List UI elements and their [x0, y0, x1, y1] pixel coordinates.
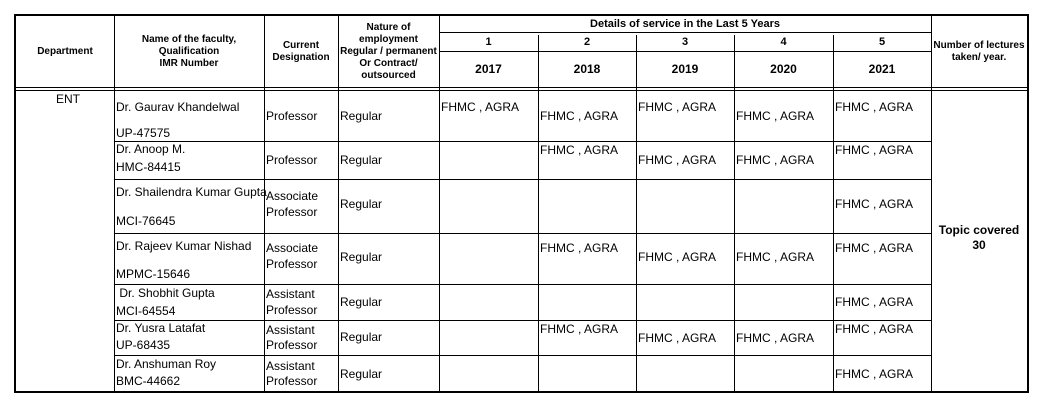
imr-number: MPMC-15646	[116, 267, 191, 281]
service-place: FHMC , AGRA	[540, 109, 619, 123]
service-index-header: 2	[583, 35, 591, 48]
designation: Professor	[266, 374, 318, 388]
designation: Professor	[266, 153, 318, 167]
faculty-name: Dr. Shailendra Kumar Gupta	[116, 185, 267, 199]
year-header: 2017	[475, 62, 502, 76]
service-place: FHMC , AGRA	[835, 143, 914, 157]
service-place: FHMC , AGRA	[638, 331, 717, 345]
lectures-header: Number of lectures taken/ year.	[933, 39, 1025, 63]
grid-line	[16, 87, 1027, 88]
service-index-header: 3	[681, 35, 689, 48]
service-place: FHMC , AGRA	[736, 153, 815, 167]
details-title: Details of service in the Last 5 Years	[590, 18, 780, 30]
grid-line	[16, 90, 1027, 91]
imr-number: UP-47575	[116, 126, 171, 140]
department-header: Department	[37, 45, 93, 57]
grid-line	[114, 284, 931, 285]
grid-line	[538, 35, 539, 391]
service-place: FHMC , AGRA	[638, 250, 717, 264]
faculty-name: Dr. Shobhit Gupta	[116, 286, 215, 300]
service-table	[14, 14, 1029, 393]
employment-nature: Regular	[340, 367, 383, 381]
designation: Assistant	[266, 287, 315, 301]
year-header: 2020	[770, 62, 797, 76]
designation: Professor	[266, 109, 318, 123]
topic-covered: Topic covered 30	[938, 223, 1020, 252]
service-place: FHMC , AGRA	[835, 197, 914, 211]
employment-nature: Regular	[340, 197, 383, 211]
designation: Assistant	[266, 323, 315, 337]
grid-line	[114, 233, 931, 234]
service-place: FHMC , AGRA	[736, 331, 815, 345]
service-index-header: 5	[878, 35, 886, 48]
designation: Assistant	[266, 359, 315, 373]
faculty-name: Dr. Anshuman Roy	[116, 357, 217, 371]
imr-number: MCI-76645	[116, 214, 176, 228]
employment-nature: Regular	[340, 295, 383, 309]
service-place: FHMC , AGRA	[835, 322, 914, 336]
faculty-name: Dr. Rajeev Kumar Nishad	[116, 239, 252, 253]
designation: Associate	[266, 189, 319, 203]
imr-number: HMC-84415	[116, 160, 181, 174]
nature-header: Nature of employment Regular / permanent Or Contract/ outsourced	[340, 21, 437, 81]
grid-line	[636, 35, 637, 391]
service-place: FHMC , AGRA	[835, 367, 914, 381]
faculty-name: Dr. Anoop M.	[116, 142, 186, 156]
designation: Professor	[266, 338, 318, 352]
service-place: FHMC , AGRA	[835, 295, 914, 309]
grid-line	[114, 355, 931, 356]
service-place: FHMC , AGRA	[540, 322, 619, 336]
imr-number: BMC-44662	[116, 374, 181, 388]
employment-nature: Regular	[340, 153, 383, 167]
service-place: FHMC , AGRA	[638, 100, 717, 114]
service-index-header: 1	[485, 35, 492, 48]
faculty-name: Dr. Yusra Latafat	[116, 321, 206, 335]
service-place: FHMC , AGRA	[736, 250, 815, 264]
employment-nature: Regular	[340, 109, 383, 123]
grid-line	[833, 35, 834, 391]
year-header: 2021	[868, 62, 896, 76]
employment-nature: Regular	[340, 330, 383, 344]
service-place: FHMC , AGRA	[835, 100, 914, 114]
designation: Professor	[266, 303, 318, 317]
year-header: 2018	[573, 62, 601, 76]
imr-number: MCI-64554	[116, 304, 176, 318]
service-place: FHMC , AGRA	[540, 143, 619, 157]
imr-number: UP-68435	[116, 338, 171, 352]
grid-line	[734, 35, 735, 391]
year-header: 2019	[671, 62, 699, 76]
grid-line	[114, 179, 931, 180]
department-value: ENT	[56, 92, 80, 106]
designation: Associate	[266, 241, 319, 255]
service-place: FHMC , AGRA	[835, 241, 914, 255]
service-place: FHMC , AGRA	[441, 100, 520, 114]
grid-line	[114, 320, 931, 321]
faculty-name: Dr. Gaurav Khandelwal	[116, 100, 240, 114]
service-place: FHMC , AGRA	[638, 153, 717, 167]
faculty-header: Name of the faculty, Qualification IMR Number	[141, 33, 237, 69]
employment-nature: Regular	[340, 250, 383, 264]
grid-line	[114, 141, 931, 142]
designation: Professor	[266, 257, 318, 271]
designation: Professor	[266, 205, 318, 219]
designation-header: Current Designation	[272, 39, 330, 63]
service-place: FHMC , AGRA	[736, 109, 815, 123]
service-place: FHMC , AGRA	[540, 241, 619, 255]
service-index-header: 4	[780, 35, 787, 48]
